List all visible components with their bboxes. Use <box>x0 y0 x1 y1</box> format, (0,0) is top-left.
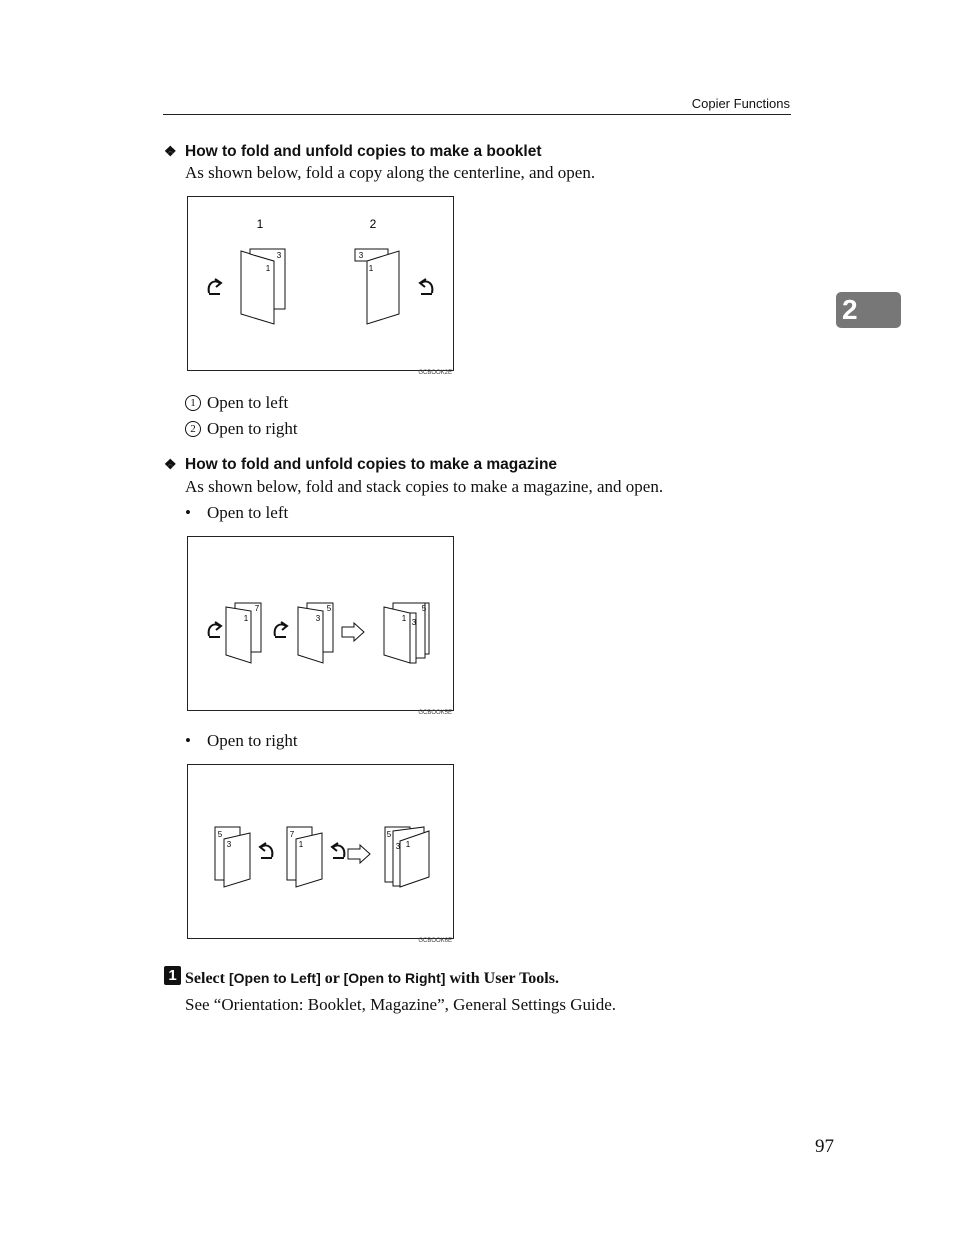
booklet-open-right-icon <box>355 249 399 324</box>
magazine-right-figure <box>187 764 454 939</box>
step-reference-note: See “Orientation: Booklet, Magazine”, General Settings Guide. <box>185 995 617 1014</box>
booklet-description: As shown below, fold a copy along the centerline, and open. <box>185 163 596 182</box>
header-rule <box>163 114 791 115</box>
page-number-label: 7 <box>289 830 295 839</box>
rotate-left-arrow-icon <box>209 622 221 637</box>
page-number-label: 1 <box>265 264 271 273</box>
rotate-right-arrow-icon <box>260 843 272 858</box>
page-number-label: 3 <box>358 251 364 260</box>
magazine-left-diagram <box>188 537 453 710</box>
step-text: or <box>320 970 344 987</box>
page-number-label: 1 <box>405 840 411 849</box>
page-number-label: 3 <box>226 840 232 849</box>
magazine-heading <box>164 456 557 474</box>
figure-code: GCBOOK5E <box>418 710 452 716</box>
page-number-label: 1 <box>243 614 249 623</box>
diamond-bullet-icon: ❖ <box>164 143 177 159</box>
magazine-description: As shown below, fold and stack copies to make a magazine, and open. <box>185 477 664 496</box>
right-arrow-icon <box>348 845 370 863</box>
rotate-left-arrow-icon <box>275 622 287 637</box>
booklet-figure <box>187 196 454 371</box>
page-number-label: 7 <box>254 604 260 613</box>
figure-code: GCBOOK6E <box>418 938 452 944</box>
key-open-to-right: [Open to Right] <box>343 970 446 986</box>
magazine-left-figure <box>187 536 454 711</box>
page-number-label: 1 <box>401 614 407 623</box>
page-number-label: 1 <box>298 840 304 849</box>
legend-text: Open to left <box>207 393 289 412</box>
figure-code: GCBOOK2E <box>418 370 452 376</box>
booklet-figure-label-1: 1 <box>256 217 264 231</box>
step-text: with User Tools. <box>445 970 559 987</box>
right-arrow-icon <box>342 623 364 641</box>
page-number-label: 5 <box>386 830 392 839</box>
rotate-right-arrow-icon <box>332 843 344 858</box>
legend-text: Open to right <box>207 419 298 438</box>
legend-item-1 <box>185 393 288 413</box>
bullet-text: Open to left <box>207 503 289 522</box>
rotate-right-arrow-icon <box>420 279 432 294</box>
page-number-label: 3 <box>411 618 417 627</box>
step-text: Select <box>185 970 229 987</box>
bullet-text: Open to right <box>207 731 298 750</box>
page-number-label: 5 <box>421 604 427 613</box>
bullet-icon: • <box>185 731 191 750</box>
bullet-open-right <box>185 731 298 751</box>
bullet-icon: • <box>185 503 191 522</box>
rotate-left-arrow-icon <box>209 279 221 294</box>
page-number-label: 1 <box>368 264 374 273</box>
circled-number: 1 <box>185 395 201 411</box>
key-open-to-left: [Open to Left] <box>228 970 321 986</box>
booklet-diagram <box>188 197 453 370</box>
bullet-open-left <box>185 503 288 523</box>
diamond-bullet-icon: ❖ <box>164 456 177 472</box>
booklet-figure-label-2: 2 <box>369 217 377 231</box>
booklet-heading-text: How to fold and unfold copies to make a booklet <box>185 143 542 160</box>
running-header: Copier Functions <box>691 96 790 111</box>
magazine-right-diagram <box>188 765 453 938</box>
legend-item-2 <box>185 419 298 439</box>
booklet-open-left-icon <box>241 249 285 324</box>
page-number-label: 5 <box>217 830 223 839</box>
magazine-heading-text: How to fold and unfold copies to make a magazine <box>185 456 558 473</box>
page-number: 97 <box>815 1136 834 1157</box>
page-number-label: 5 <box>326 604 332 613</box>
step-instruction <box>185 970 559 988</box>
chapter-tab: 2 <box>836 292 901 328</box>
stacked-copies-icon <box>385 827 429 887</box>
step-number-badge: 1 <box>164 966 181 985</box>
page-number-label: 3 <box>276 251 282 260</box>
page-number-label: 3 <box>395 842 401 851</box>
booklet-heading <box>164 143 542 161</box>
circled-number: 2 <box>185 421 201 437</box>
page-number-label: 3 <box>315 614 321 623</box>
